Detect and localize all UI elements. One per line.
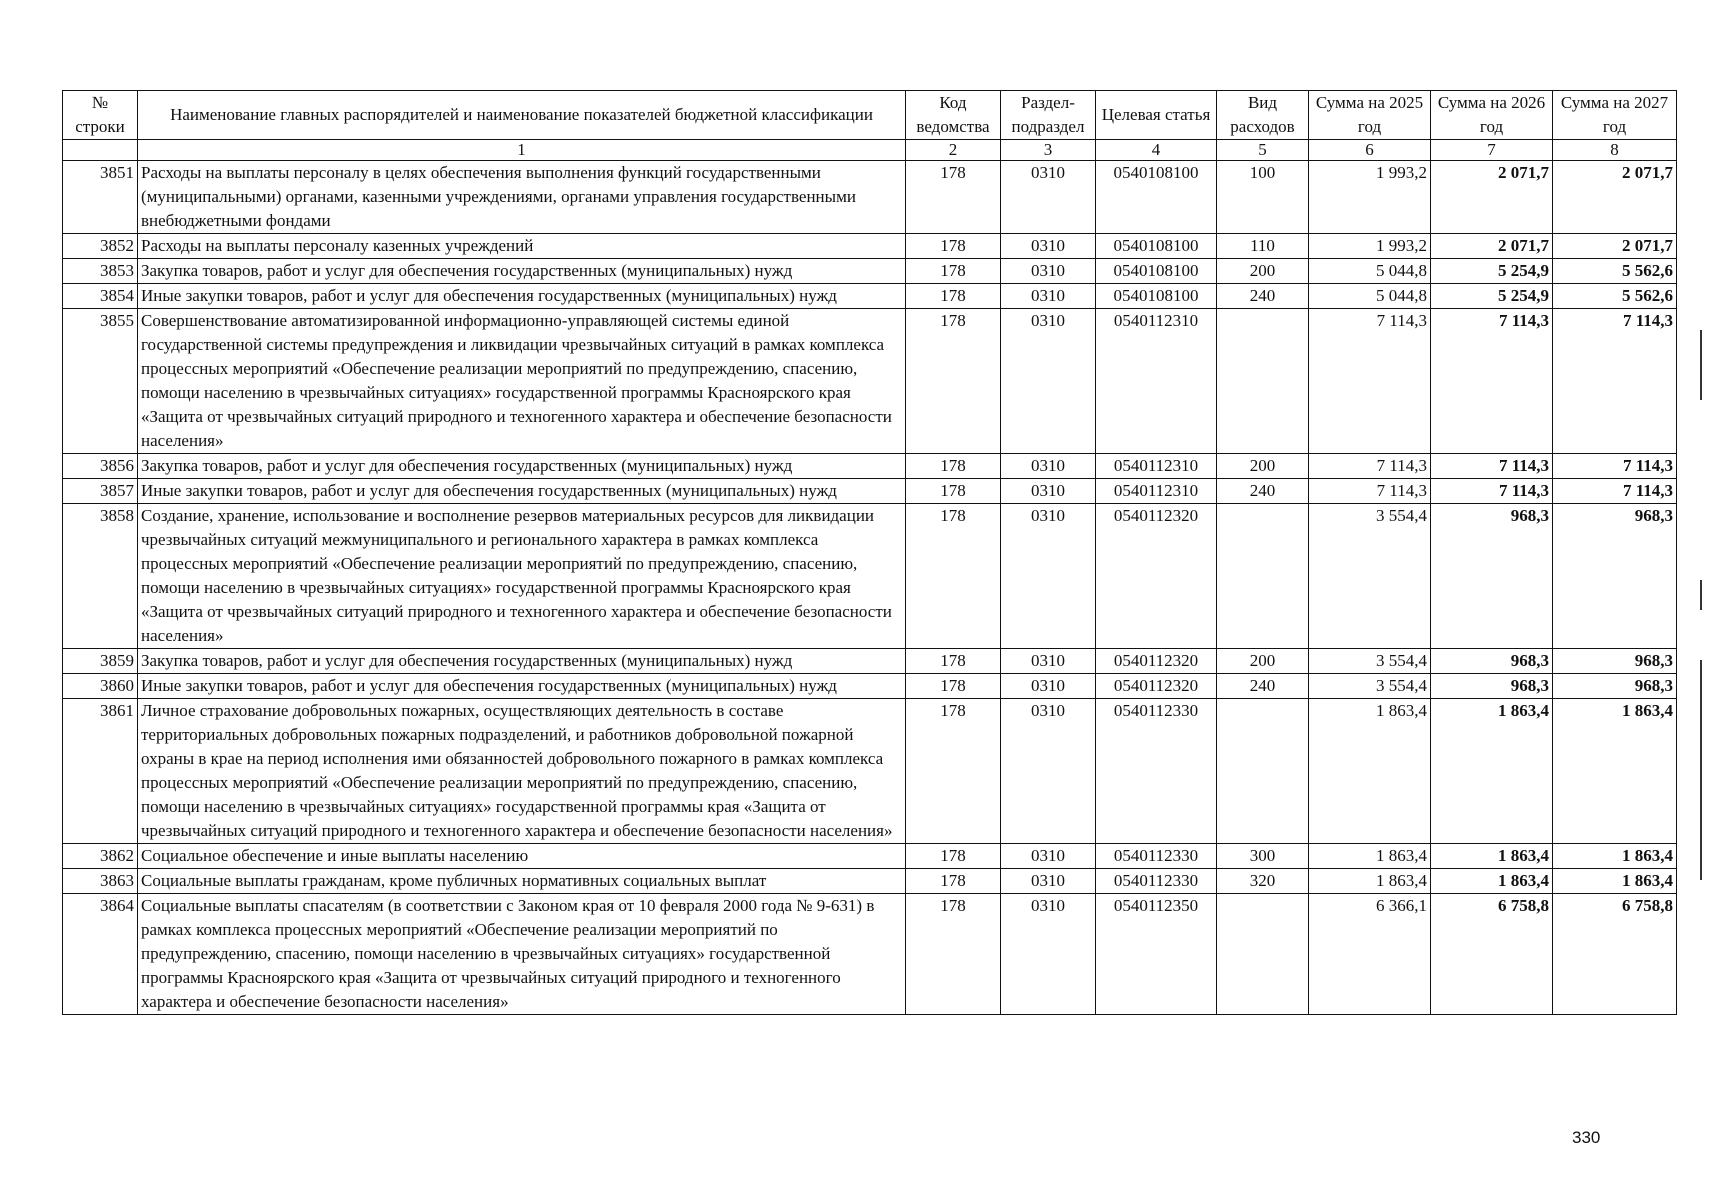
sum-2025-cell: 1 863,4 — [1309, 699, 1431, 844]
tselevaya-cell: 0540112310 — [1096, 479, 1217, 504]
table-row — [63, 284, 1677, 309]
row-number-cell: 3858 — [63, 504, 138, 649]
header-ved: Код ведомства — [906, 91, 1001, 140]
ved-code-cell: 178 — [906, 234, 1001, 259]
sum-2026-cell: 1 863,4 — [1431, 699, 1553, 844]
row-name-cell: Иные закупки товаров, работ и услуг для обеспечения государственных (муниципальных) нужд — [138, 674, 906, 699]
row-name-cell: Закупка товаров, работ и услуг для обеспечения государственных (муниципальных) нужд — [138, 649, 906, 674]
sum-2027-cell: 1 863,4 — [1553, 869, 1677, 894]
sum-2027-cell: 968,3 — [1553, 649, 1677, 674]
scan-edge-mark — [1700, 580, 1702, 610]
table-row — [63, 479, 1677, 504]
row-number-cell: 3853 — [63, 259, 138, 284]
table-row — [63, 674, 1677, 699]
column-number: 5 — [1217, 140, 1309, 161]
ved-code-cell: 178 — [906, 894, 1001, 1015]
ved-code-cell: 178 — [906, 309, 1001, 454]
row-number-cell: 3860 — [63, 674, 138, 699]
sum-2026-cell: 7 114,3 — [1431, 454, 1553, 479]
sum-2025-cell: 5 044,8 — [1309, 259, 1431, 284]
razdel-cell: 0310 — [1001, 284, 1096, 309]
tselevaya-cell: 0540112330 — [1096, 699, 1217, 844]
sum-2027-cell: 7 114,3 — [1553, 479, 1677, 504]
column-number — [63, 140, 138, 161]
sum-2026-cell: 1 863,4 — [1431, 844, 1553, 869]
vid-rashodov-cell: 240 — [1217, 674, 1309, 699]
column-number: 7 — [1431, 140, 1553, 161]
table-row — [63, 259, 1677, 284]
tselevaya-cell: 0540112310 — [1096, 454, 1217, 479]
sum-2026-cell: 968,3 — [1431, 649, 1553, 674]
table-row — [63, 161, 1677, 234]
row-name-cell: Расходы на выплаты персоналу казенных учреждений — [138, 234, 906, 259]
row-number-cell: 3855 — [63, 309, 138, 454]
razdel-cell: 0310 — [1001, 504, 1096, 649]
sum-2026-cell: 7 114,3 — [1431, 309, 1553, 454]
sum-2027-cell: 968,3 — [1553, 504, 1677, 649]
sum-2025-cell: 7 114,3 — [1309, 454, 1431, 479]
table-row — [63, 894, 1677, 1015]
tselevaya-cell: 0540112310 — [1096, 309, 1217, 454]
row-number-cell: 3863 — [63, 869, 138, 894]
sum-2025-cell: 7 114,3 — [1309, 309, 1431, 454]
sum-2025-cell: 3 554,4 — [1309, 649, 1431, 674]
row-number-cell: 3854 — [63, 284, 138, 309]
header-row-no: № строки — [63, 91, 138, 140]
table-row — [63, 649, 1677, 674]
vid-rashodov-cell: 240 — [1217, 284, 1309, 309]
column-number: 3 — [1001, 140, 1096, 161]
sum-2026-cell: 2 071,7 — [1431, 161, 1553, 234]
sum-2027-cell: 968,3 — [1553, 674, 1677, 699]
tselevaya-cell: 0540108100 — [1096, 259, 1217, 284]
ved-code-cell: 178 — [906, 699, 1001, 844]
sum-2025-cell: 1 993,2 — [1309, 161, 1431, 234]
vid-rashodov-cell: 200 — [1217, 649, 1309, 674]
header-name: Наименование главных распорядителей и наименование показателей бюджетной классификации — [138, 91, 906, 140]
sum-2027-cell: 2 071,7 — [1553, 161, 1677, 234]
sum-2025-cell: 3 554,4 — [1309, 674, 1431, 699]
sum-2027-cell: 6 758,8 — [1553, 894, 1677, 1015]
row-name-cell: Социальные выплаты гражданам, кроме публичных нормативных социальных выплат — [138, 869, 906, 894]
tselevaya-cell: 0540112320 — [1096, 649, 1217, 674]
table-row — [63, 504, 1677, 649]
sum-2025-cell: 3 554,4 — [1309, 504, 1431, 649]
sum-2027-cell: 5 562,6 — [1553, 259, 1677, 284]
razdel-cell: 0310 — [1001, 161, 1096, 234]
row-name-cell: Совершенствование автоматизированной информационно-управляющей системы единой государственной системы предупреждения и ликвидации чрезвычайных ситуаций в рамках комплекса процессных мероприятий «Обеспечение реализации мероприятий по предупреждению, спасению, помощи населению в чрезвычайных ситуациях» государственной программы Красноярского края «Защита от чрезвычайных ситуаций природного и техногенного характера и обеспечение безопасности населения» — [138, 309, 906, 454]
sum-2027-cell: 1 863,4 — [1553, 699, 1677, 844]
sum-2026-cell: 1 863,4 — [1431, 869, 1553, 894]
row-number-cell: 3864 — [63, 894, 138, 1015]
row-number-cell: 3862 — [63, 844, 138, 869]
sum-2026-cell: 2 071,7 — [1431, 234, 1553, 259]
vid-rashodov-cell — [1217, 894, 1309, 1015]
budget-table — [62, 90, 1677, 1015]
header-sum-2027: Сумма на 2027 год — [1553, 91, 1677, 140]
vid-rashodov-cell: 200 — [1217, 454, 1309, 479]
vid-rashodov-cell: 300 — [1217, 844, 1309, 869]
column-number: 4 — [1096, 140, 1217, 161]
row-number-cell: 3857 — [63, 479, 138, 504]
razdel-cell: 0310 — [1001, 674, 1096, 699]
sum-2025-cell: 1 863,4 — [1309, 869, 1431, 894]
page-number: 330 — [1572, 1128, 1601, 1147]
scan-edge-mark — [1700, 330, 1702, 400]
column-number: 1 — [138, 140, 906, 161]
table-row — [63, 844, 1677, 869]
row-name-cell: Иные закупки товаров, работ и услуг для обеспечения государственных (муниципальных) нужд — [138, 284, 906, 309]
sum-2025-cell: 6 366,1 — [1309, 894, 1431, 1015]
sum-2025-cell: 1 863,4 — [1309, 844, 1431, 869]
vid-rashodov-cell — [1217, 504, 1309, 649]
vid-rashodov-cell: 240 — [1217, 479, 1309, 504]
header-razdel: Раздел-подраздел — [1001, 91, 1096, 140]
row-name-cell: Закупка товаров, работ и услуг для обеспечения государственных (муниципальных) нужд — [138, 454, 906, 479]
razdel-cell: 0310 — [1001, 259, 1096, 284]
razdel-cell: 0310 — [1001, 844, 1096, 869]
sum-2026-cell: 6 758,8 — [1431, 894, 1553, 1015]
tselevaya-cell: 0540112320 — [1096, 674, 1217, 699]
razdel-cell: 0310 — [1001, 869, 1096, 894]
header-sum-2025: Сумма на 2025 год — [1309, 91, 1431, 140]
header-row — [63, 91, 1677, 140]
ved-code-cell: 178 — [906, 454, 1001, 479]
sum-2027-cell: 1 863,4 — [1553, 844, 1677, 869]
row-name-cell: Расходы на выплаты персоналу в целях обеспечения выполнения функций государственными (муниципальными) органами, казенными учреждениями, органами управления государственными внебюджетными фондами — [138, 161, 906, 234]
razdel-cell: 0310 — [1001, 699, 1096, 844]
row-name-cell: Личное страхование добровольных пожарных, осуществляющих деятельность в составе территориальных добровольных пожарных подразделений, и работников добровольной пожарной охраны в крае на период исполнения ими обязанностей добровольного пожарного в рамках комплекса процессных мероприятий «Обеспечение реализации мероприятий по предупреждению, спасению, помощи населению в чрезвычайных ситуациях» государственной программы края «Защита от чрезвычайных ситуаций природного и техногенного характера и обеспечение безопасности населения» — [138, 699, 906, 844]
tselevaya-cell: 0540112330 — [1096, 869, 1217, 894]
sum-2027-cell: 2 071,7 — [1553, 234, 1677, 259]
razdel-cell: 0310 — [1001, 454, 1096, 479]
razdel-cell: 0310 — [1001, 234, 1096, 259]
row-number-cell: 3856 — [63, 454, 138, 479]
table-row — [63, 309, 1677, 454]
sum-2026-cell: 968,3 — [1431, 674, 1553, 699]
column-number: 6 — [1309, 140, 1431, 161]
sum-2027-cell: 7 114,3 — [1553, 309, 1677, 454]
row-name-cell: Социальные выплаты спасателям (в соответствии с Законом края от 10 февраля 2000 года № 9-631) в рамках комплекса процессных мероприятий «Обеспечение реализации мероприятий по предупреждению, спасению, помощи населению в чрезвычайных ситуациях» государственной программы Красноярского края «Защита от чрезвычайных ситуаций природного и техногенного характера и обеспечение безопасности населения» — [138, 894, 906, 1015]
ved-code-cell: 178 — [906, 674, 1001, 699]
razdel-cell: 0310 — [1001, 479, 1096, 504]
tselevaya-cell: 0540112330 — [1096, 844, 1217, 869]
row-number-cell: 3851 — [63, 161, 138, 234]
vid-rashodov-cell: 100 — [1217, 161, 1309, 234]
column-number: 8 — [1553, 140, 1677, 161]
row-number-cell: 3859 — [63, 649, 138, 674]
tselevaya-cell: 0540108100 — [1096, 161, 1217, 234]
table-row — [63, 454, 1677, 479]
sum-2027-cell: 5 562,6 — [1553, 284, 1677, 309]
ved-code-cell: 178 — [906, 284, 1001, 309]
tselevaya-cell: 0540112320 — [1096, 504, 1217, 649]
tselevaya-cell: 0540112350 — [1096, 894, 1217, 1015]
sum-2025-cell: 5 044,8 — [1309, 284, 1431, 309]
vid-rashodov-cell — [1217, 309, 1309, 454]
ved-code-cell: 178 — [906, 479, 1001, 504]
sum-2027-cell: 7 114,3 — [1553, 454, 1677, 479]
table-row — [63, 869, 1677, 894]
ved-code-cell: 178 — [906, 259, 1001, 284]
ved-code-cell: 178 — [906, 649, 1001, 674]
vid-rashodov-cell: 110 — [1217, 234, 1309, 259]
table-body — [63, 161, 1677, 1015]
razdel-cell: 0310 — [1001, 649, 1096, 674]
table-row — [63, 234, 1677, 259]
razdel-cell: 0310 — [1001, 894, 1096, 1015]
razdel-cell: 0310 — [1001, 309, 1096, 454]
sum-2026-cell: 5 254,9 — [1431, 259, 1553, 284]
table-row — [63, 699, 1677, 844]
header-vid: Вид расходов — [1217, 91, 1309, 140]
row-name-cell: Социальное обеспечение и иные выплаты населению — [138, 844, 906, 869]
ved-code-cell: 178 — [906, 161, 1001, 234]
tselevaya-cell: 0540108100 — [1096, 284, 1217, 309]
row-name-cell: Создание, хранение, использование и восполнение резервов материальных ресурсов для ликвидации чрезвычайных ситуаций межмуниципального и регионального характера в рамках комплекса процессных мероприятий «Обеспечение реализации мероприятий по предупреждению, спасению, помощи населению в чрезвычайных ситуациях» государственной программы Красноярского края «Защита от чрезвычайных ситуаций природного и техногенного характера и обеспечение безопасности населения» — [138, 504, 906, 649]
header-sum-2026: Сумма на 2026 год — [1431, 91, 1553, 140]
sum-2026-cell: 5 254,9 — [1431, 284, 1553, 309]
ved-code-cell: 178 — [906, 504, 1001, 649]
scan-edge-marks — [1700, 330, 1703, 930]
vid-rashodov-cell: 200 — [1217, 259, 1309, 284]
row-name-cell: Иные закупки товаров, работ и услуг для обеспечения государственных (муниципальных) нужд — [138, 479, 906, 504]
header-tselevaya: Целевая статья — [1096, 91, 1217, 140]
vid-rashodov-cell: 320 — [1217, 869, 1309, 894]
sum-2025-cell: 7 114,3 — [1309, 479, 1431, 504]
column-number-row — [63, 140, 1677, 161]
column-number: 2 — [906, 140, 1001, 161]
ved-code-cell: 178 — [906, 869, 1001, 894]
ved-code-cell: 178 — [906, 844, 1001, 869]
vid-rashodov-cell — [1217, 699, 1309, 844]
row-number-cell: 3852 — [63, 234, 138, 259]
sum-2026-cell: 968,3 — [1431, 504, 1553, 649]
tselevaya-cell: 0540108100 — [1096, 234, 1217, 259]
sum-2025-cell: 1 993,2 — [1309, 234, 1431, 259]
scan-edge-mark — [1700, 660, 1702, 880]
sum-2026-cell: 7 114,3 — [1431, 479, 1553, 504]
row-number-cell: 3861 — [63, 699, 138, 844]
row-name-cell: Закупка товаров, работ и услуг для обеспечения государственных (муниципальных) нужд — [138, 259, 906, 284]
